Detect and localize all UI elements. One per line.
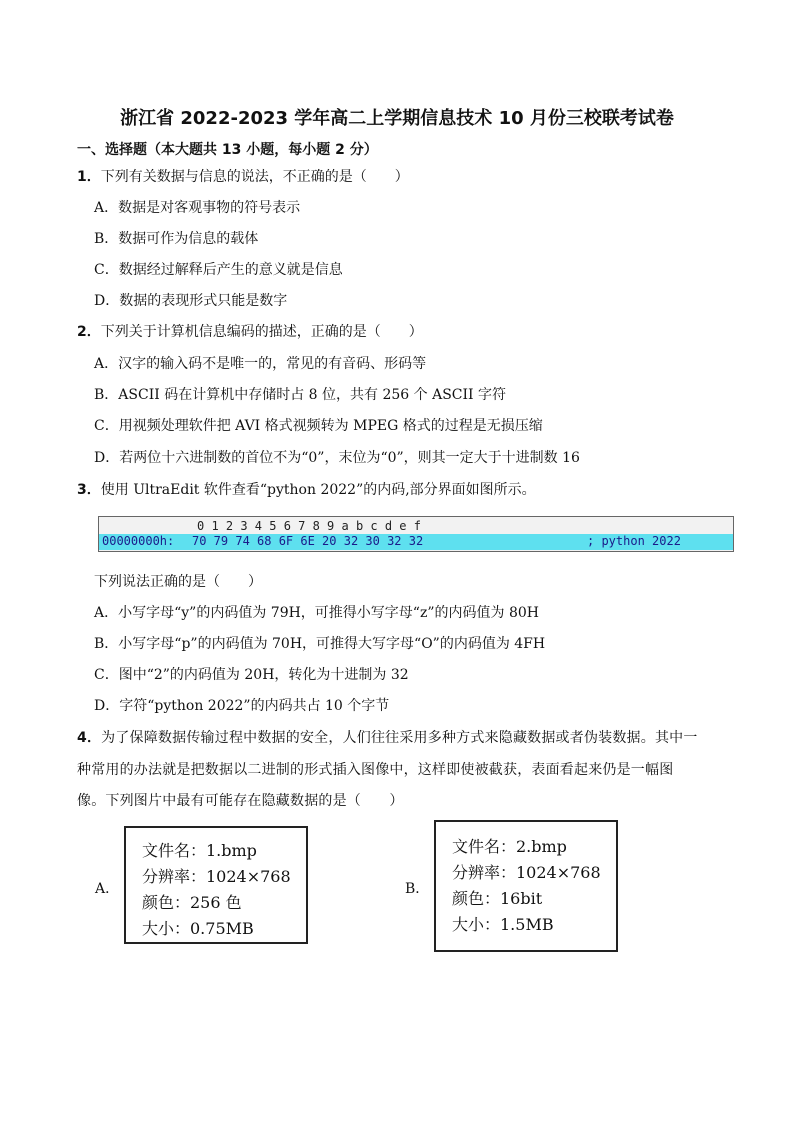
question-stem-line1: 为了保障数据传输过程中数据的安全，人们往往采用多种方式来隐藏数据或者伪装数据。其中一 xyxy=(101,730,698,746)
q2-option-b: B．ASCII 码在计算机中存储时占 8 位，共有 256 个 ASCII 字符 xyxy=(94,387,507,403)
q1-option-a: A．数据是对客观事物的符号表示 xyxy=(94,200,301,216)
question-number: 3． xyxy=(77,482,101,498)
question-stem: 下列关于计算机信息编码的描述，正确的是（ ） xyxy=(100,324,423,340)
q3-option-a: A．小写字母“y”的内码值为 79H，可推得小写字母“z”的内码值为 80H xyxy=(94,605,539,621)
q2-option-a: A．汉字的输入码不是唯一的，常见的有音码、形码等 xyxy=(94,356,427,372)
q4-option-b-label: B． xyxy=(405,881,430,897)
color-depth: 颜色：16bit xyxy=(452,889,543,908)
q1-option-d: D．数据的表现形式只能是数字 xyxy=(94,293,288,309)
q3-lead: 下列说法正确的是（ ） xyxy=(94,574,262,590)
hex-data-row xyxy=(99,534,733,550)
question-3 xyxy=(77,479,536,499)
question-4-line2: 种常用的办法就是把数据以二进制的形式插入图像中，这样即使被截获，表面看起来仍是一幅图 xyxy=(77,762,674,778)
q2-option-c: C．用视频处理软件把 AVI 格式视频转为 MPEG 格式的过程是无损压缩 xyxy=(94,418,543,434)
question-number: 1． xyxy=(77,169,101,185)
question-number: 4． xyxy=(77,730,102,746)
hex-address: 00000000h: xyxy=(102,534,175,548)
q1-option-b: B．数据可作为信息的载体 xyxy=(94,231,259,247)
q3-option-c: C．图中“2”的内码值为 20H，转化为十进制为 32 xyxy=(94,667,409,683)
page-title: 浙江省 2022-2023 学年高二上学期信息技术 10 月份三校联考试卷 xyxy=(120,108,674,129)
question-stem: 下列有关数据与信息的说法，不正确的是（ ） xyxy=(100,169,409,185)
file-size: 大小：0.75MB xyxy=(142,919,254,938)
q2-option-d: D．若两位十六进制数的首位不为“0”，末位为“0”，则其一定大于十进制数 16 xyxy=(94,450,580,466)
q3-option-d: D．字符“python 2022”的内码共占 10 个字节 xyxy=(94,698,390,714)
file-size: 大小：1.5MB xyxy=(452,915,554,934)
q4-image-b xyxy=(434,820,618,952)
hex-text-preview: ; python 2022 xyxy=(587,534,681,548)
file-name: 文件名：2.bmp xyxy=(452,837,567,856)
question-1 xyxy=(77,166,409,186)
q4-image-a xyxy=(124,826,308,944)
question-4-line3: 像。下列图片中最有可能存在隐藏数据的是（ ） xyxy=(77,793,404,809)
resolution: 分辨率：1024×768 xyxy=(142,867,291,886)
question-number: 2． xyxy=(77,324,101,340)
question-2 xyxy=(77,321,423,341)
resolution: 分辨率：1024×768 xyxy=(452,863,601,882)
question-4 xyxy=(77,727,698,747)
q1-option-c: C．数据经过解释后产生的意义就是信息 xyxy=(94,262,343,278)
question-stem: 使用 UltraEdit 软件查看“python 2022”的内码,部分界面如图所示。 xyxy=(100,482,536,498)
q3-option-b: B．小写字母“p”的内码值为 70H，可推得大写字母“O”的内码值为 4FH xyxy=(94,636,546,652)
file-name: 文件名：1.bmp xyxy=(142,841,257,860)
color-depth: 颜色：256 色 xyxy=(142,893,242,912)
hex-bytes: 70 79 74 68 6F 6E 20 32 30 32 32 xyxy=(192,534,424,548)
q4-option-a-label: A． xyxy=(95,881,120,897)
hex-editor-figure xyxy=(98,516,734,552)
hex-column-header: 0 1 2 3 4 5 6 7 8 9 a b c d e f xyxy=(197,519,421,533)
section-heading: 一、选择题（本大题共 13 小题，每小题 2 分） xyxy=(77,142,378,158)
